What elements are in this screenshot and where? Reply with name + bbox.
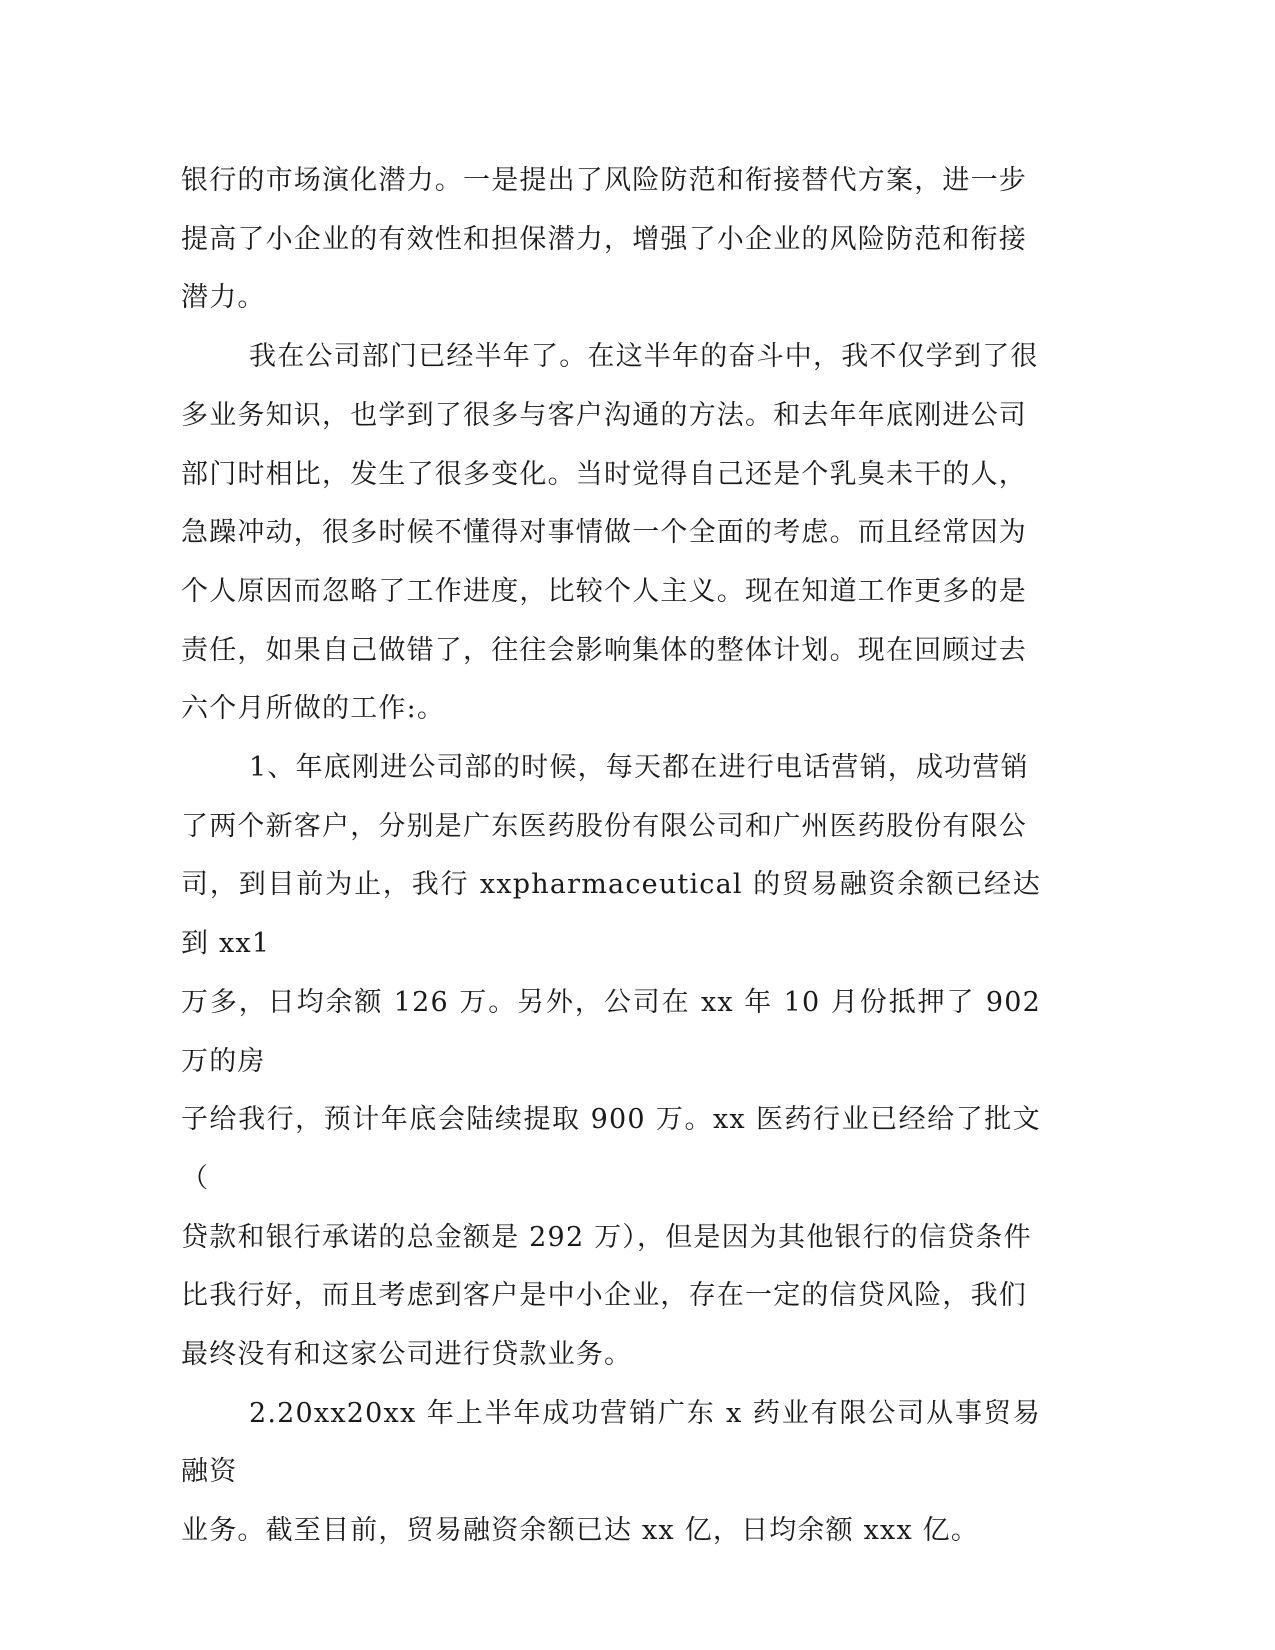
text-line: 责任，如果自己做错了，往往会影响集体的整体计划。现在回顾过去 xyxy=(181,634,1027,666)
paragraph-4 xyxy=(181,1385,1041,1561)
text-line: 银行的市场演化潜力。一是提出了风险防范和衔接替代方案，进一步 xyxy=(181,165,1027,196)
text-line: 六个月所做的工作:。 xyxy=(181,693,446,725)
text-line: 司，到目前为止，我行 xxpharmaceutical 的贸易融资余额已经达到 xx1 xyxy=(181,869,1041,960)
text-line: 业务。截至目前，贸易融资余额已达 xx 亿，日均余额 xxx 亿。 xyxy=(181,1515,980,1547)
text-line: 1、年底刚进公司部的时候，每天都在进行电话营销，成功营销 xyxy=(249,752,1029,784)
text-line: 部门时相比，发生了很多变化。当时觉得自己还是个乳臭未干的人， xyxy=(181,458,1027,490)
text-line: 提高了小企业的有效性和担保潜力，增强了小企业的风险防范和衔接 xyxy=(181,223,1027,255)
text-line: 最终没有和这家公司进行贷款业务。 xyxy=(181,1339,633,1371)
text-line: 子给我行，预计年底会陆续提取 900 万。xx 医药行业已经给了批文（ xyxy=(181,1104,1041,1194)
text-line: 多业务知识，也学到了很多与客户沟通的方法。和去年年底刚进公司 xyxy=(181,399,1027,431)
text-line: 潜力。 xyxy=(181,282,266,314)
text-line: 急躁冲动，很多时候不懂得对事情做一个全面的考虑。而且经常因为 xyxy=(181,517,1027,549)
text-line: 万多，日均余额 126 万。另外，公司在 xx 年 10 月份抵押了 902 万的房 xyxy=(181,986,1041,1077)
paragraph-2 xyxy=(181,328,1041,739)
paragraph-1 xyxy=(181,152,1041,328)
text-line: 贷款和银行承诺的总金额是 292 万），但是因为其他银行的信贷条件 xyxy=(181,1221,1032,1253)
text-line: 比我行好，而且考虑到客户是中小企业，存在一定的信贷风险，我们 xyxy=(181,1280,1027,1312)
paragraph-3 xyxy=(181,739,1041,1385)
document-body xyxy=(181,152,1041,1561)
text-line: 了两个新客户，分别是广东医药股份有限公司和广州医药股份有限公 xyxy=(181,810,1027,842)
text-line: 我在公司部门已经半年了。在这半年的奋斗中，我不仅学到了很 xyxy=(249,341,1039,373)
text-line: 2.20xx20xx 年上半年成功营销广东 x 药业有限公司从事贸易融资 xyxy=(181,1397,1041,1488)
text-line: 个人原因而忽略了工作进度，比较个人主义。现在知道工作更多的是 xyxy=(181,575,1027,607)
